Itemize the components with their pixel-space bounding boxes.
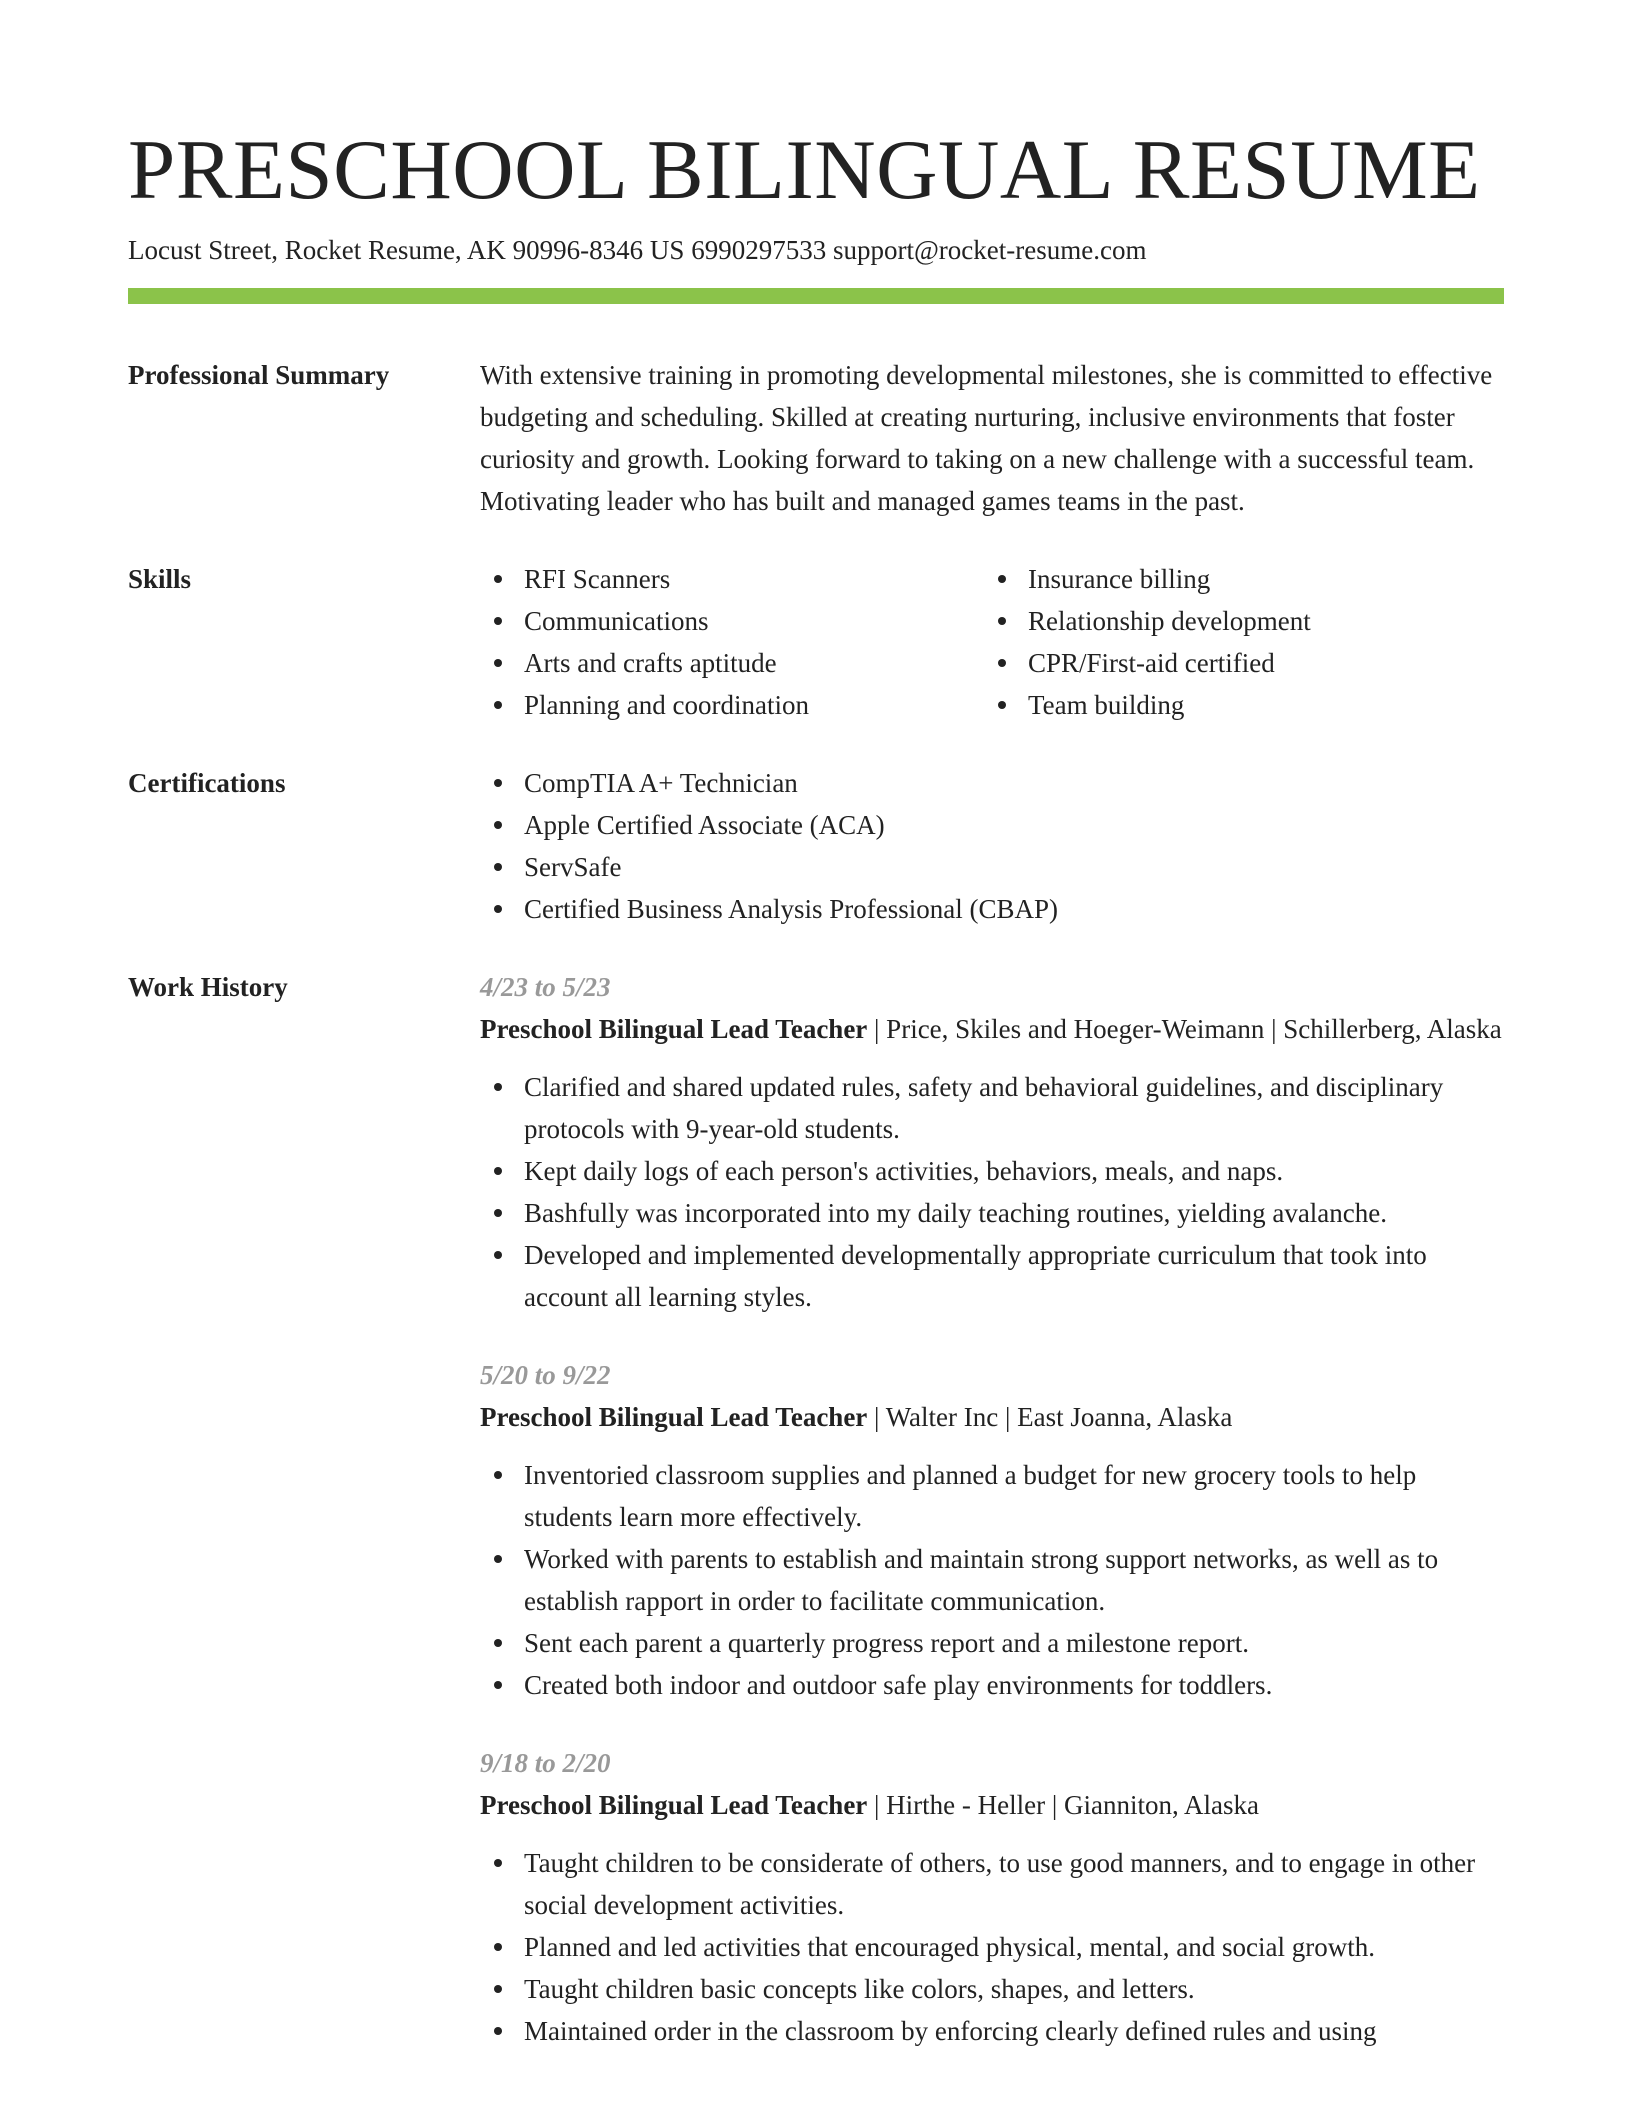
contact-line: Locust Street, Rocket Resume, AK 90996-8346 US 6990297533 support@rocket-resume.com	[128, 235, 1147, 265]
job-duty: Taught children basic concepts like colors, shapes, and letters.	[480, 1968, 1504, 2010]
certification-item: Apple Certified Associate (ACA)	[480, 804, 1504, 846]
job-duty: Sent each parent a quarterly progress report and a milestone report.	[480, 1622, 1504, 1664]
job-duty: Inventoried classroom supplies and planned a budget for new grocery tools to help students learn more effectively.	[480, 1454, 1504, 1538]
job-dates: 4/23 to 5/23	[480, 972, 611, 1002]
certifications-list	[480, 762, 1504, 930]
job-duty: Created both indoor and outdoor safe play environments for toddlers.	[480, 1664, 1504, 1706]
work-history-heading: Work History	[128, 972, 288, 1002]
skills-section	[128, 558, 1504, 726]
job-title: Preschool Bilingual Lead Teacher	[480, 1402, 868, 1432]
job-duty: Kept daily logs of each person's activities, behaviors, meals, and naps.	[480, 1150, 1504, 1192]
job-entry	[480, 966, 1504, 1318]
job-dates: 5/20 to 9/22	[480, 1360, 611, 1390]
job-title: Preschool Bilingual Lead Teacher	[480, 1014, 868, 1044]
job-duty: Maintained order in the classroom by enforcing clearly defined rules and using	[480, 2010, 1504, 2052]
job-header	[480, 1784, 1504, 1826]
job-duty: Developed and implemented developmentally appropriate curriculum that took into account all learning styles.	[480, 1234, 1504, 1318]
job-duty: Worked with parents to establish and maintain strong support networks, as well as to establish rapport in order to facilitate communication.	[480, 1538, 1504, 1622]
summary-text: With extensive training in promoting developmental milestones, she is committed to effective budgeting and scheduling. Skilled at creating nurturing, inclusive environments that foster curiosity and growth. Looking forward to taking on a new challenge with a successful team. Motivating leader who has built and managed games teams in the past.	[480, 360, 1493, 516]
job-duties	[480, 1842, 1504, 2052]
skills-column-1	[480, 558, 984, 726]
skill-item: RFI Scanners	[480, 558, 984, 600]
job-header	[480, 1008, 1504, 1050]
job-duties	[480, 1454, 1504, 1706]
skill-item: Relationship development	[984, 600, 1504, 642]
summary-section	[128, 354, 1504, 522]
resume-page	[128, 120, 1504, 2052]
certifications-content	[480, 762, 1504, 930]
certifications-section	[128, 762, 1504, 930]
job-title: Preschool Bilingual Lead Teacher	[480, 1790, 868, 1820]
skill-item: Arts and crafts aptitude	[480, 642, 984, 684]
job-duties	[480, 1066, 1504, 1318]
summary-heading: Professional Summary	[128, 360, 390, 390]
job-duty: Bashfully was incorporated into my daily teaching routines, yielding avalanche.	[480, 1192, 1504, 1234]
skills-list	[480, 558, 1504, 726]
job-employer-location: | Walter Inc | East Joanna, Alaska	[867, 1402, 1233, 1432]
job-employer-location: | Price, Skiles and Hoeger-Weimann | Schillerberg, Alaska	[867, 1014, 1502, 1044]
job-entry	[480, 1354, 1504, 1706]
skill-item: Communications	[480, 600, 984, 642]
job-duty: Clarified and shared updated rules, safety and behavioral guidelines, and disciplinary protocols with 9-year-old students.	[480, 1066, 1504, 1150]
skill-item: Planning and coordination	[480, 684, 984, 726]
certification-item: ServSafe	[480, 846, 1504, 888]
work-history-content	[480, 966, 1504, 2052]
certifications-heading: Certifications	[128, 768, 286, 798]
skills-heading: Skills	[128, 564, 192, 594]
certification-item: Certified Business Analysis Professional (CBAP)	[480, 888, 1504, 930]
skill-item: Insurance billing	[984, 558, 1504, 600]
job-header	[480, 1396, 1504, 1438]
skill-item: Team building	[984, 684, 1504, 726]
job-dates: 9/18 to 2/20	[480, 1748, 611, 1778]
skills-column-2	[984, 558, 1504, 726]
job-employer-location: | Hirthe - Heller | Gianniton, Alaska	[867, 1790, 1259, 1820]
resume-title: PRESCHOOL BILINGUAL RESUME	[128, 123, 1481, 217]
job-duty: Planned and led activities that encouraged physical, mental, and social growth.	[480, 1926, 1504, 1968]
certification-item: CompTIA A+ Technician	[480, 762, 1504, 804]
work-history-section	[128, 966, 1504, 2052]
job-duty: Taught children to be considerate of others, to use good manners, and to engage in other social development activities.	[480, 1842, 1504, 1926]
header-divider	[128, 288, 1504, 304]
job-entry	[480, 1742, 1504, 2052]
skill-item: CPR/First-aid certified	[984, 642, 1504, 684]
